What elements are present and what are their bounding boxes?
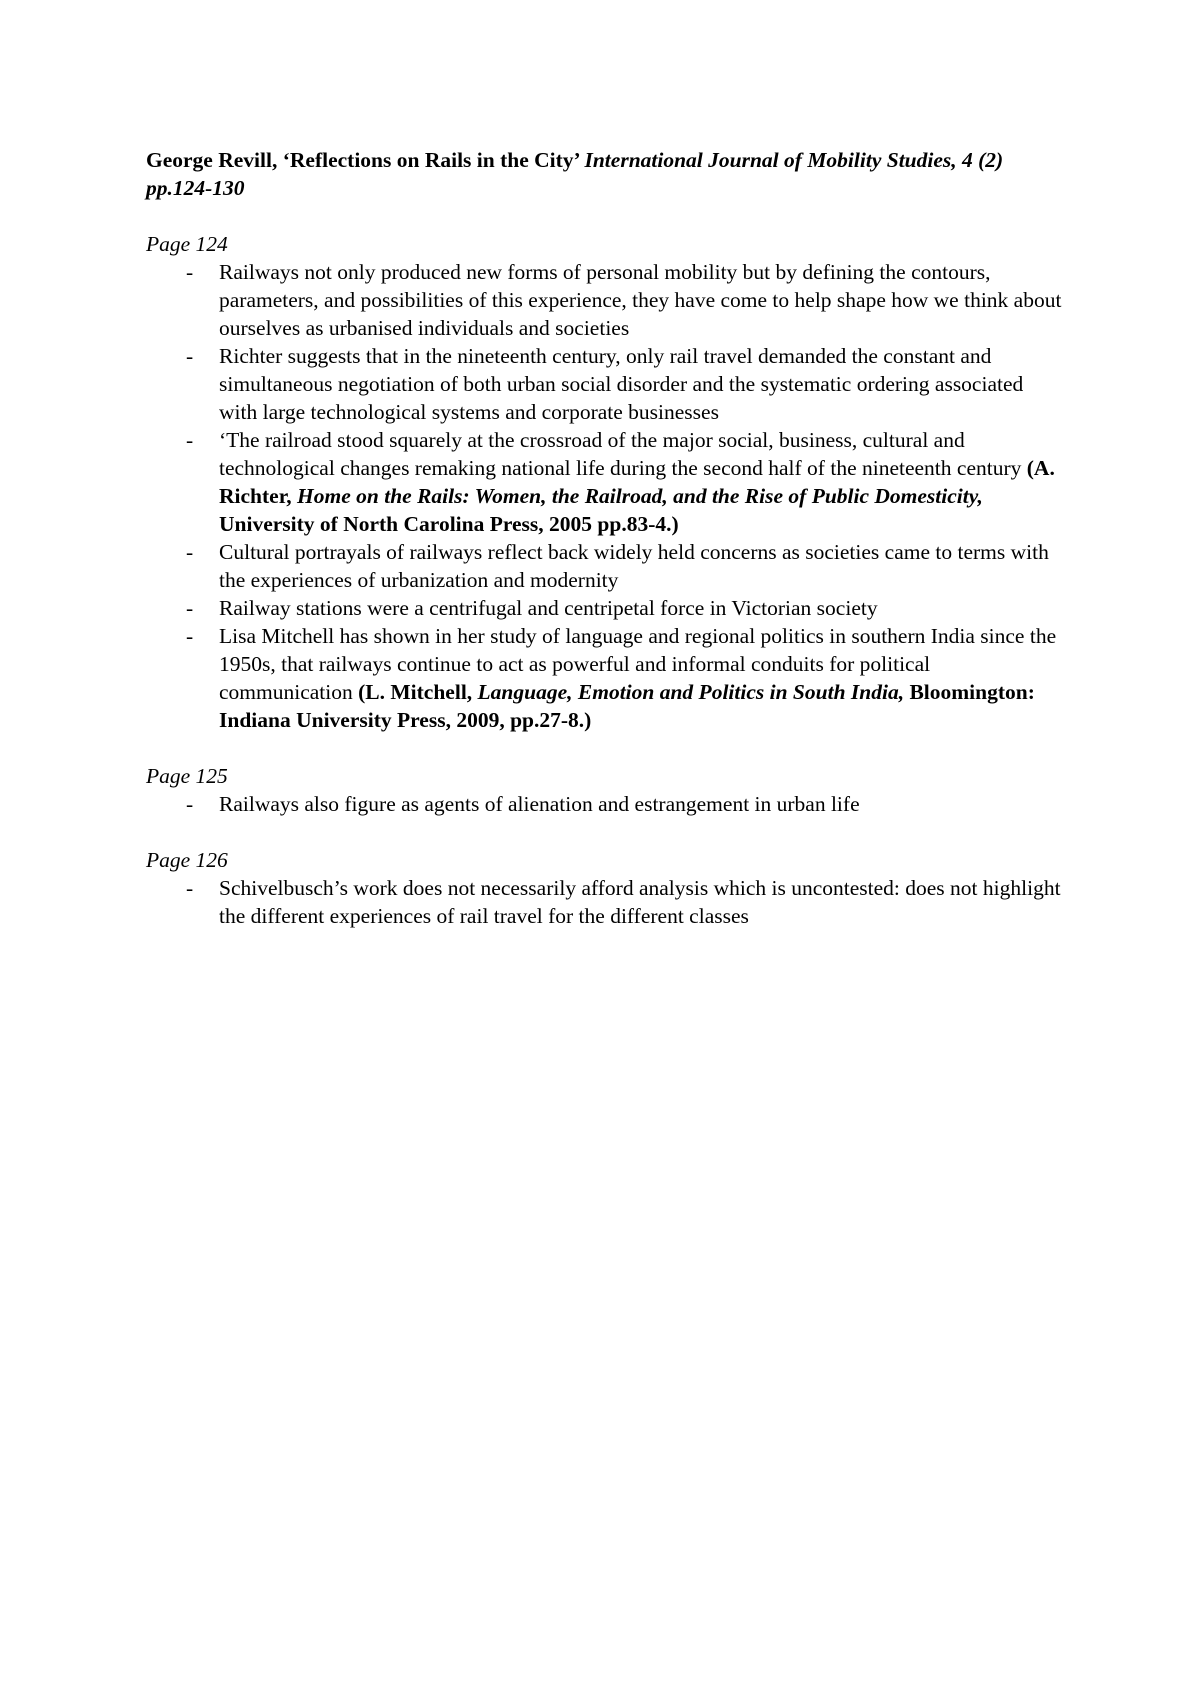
notes-list [146,790,1066,818]
page-label: Page 126 [146,848,228,872]
author-article-title: George Revill, ‘Reflections on Rails in the City’ [146,148,580,172]
note-text: Cultural portrayals of railways reflect back widely held concerns as societies came to terms with the experiences of urbanization and modernity [219,540,1049,592]
note-text: Schivelbusch’s work does not necessarily afford analysis which is uncontested: does not highlight the different experiences of rail travel for the different classes [219,876,1061,928]
citation-title: Home on the Rails: Women, the Railroad, and the Rise of Public Domesticity, [297,484,983,508]
citation-suffix: Bloomington: Indiana University Press, 2009, pp.27-8.) [219,680,1035,732]
document-page [146,146,1066,958]
page-label: Page 124 [146,232,228,256]
bullet-dash: - [186,624,194,648]
bullet-dash: - [186,428,194,452]
bullet-dash: - [186,596,194,620]
list-item [146,258,1066,342]
notes-section-page-126 [146,846,1066,930]
list-item [146,342,1066,426]
bullet-dash: - [186,876,194,900]
list-item [146,426,1066,538]
bullet-dash: - [186,540,194,564]
journal-reference: International Journal of Mobility Studies, 4 (2) pp.124-130 [146,148,1004,200]
note-text: Railways not only produced new forms of personal mobility but by defining the contours, parameters, and possibilities of this experience, they have come to help shape how we think about ourselves as urbanised individuals and societies [219,260,1062,340]
note-text: Railway stations were a centrifugal and centripetal force in Victorian society [219,596,878,620]
note-text: Richter suggests that in the nineteenth century, only rail travel demanded the constant and simultaneous negotiation of both urban social disorder and the systematic ordering associated with large technological systems and corporate businesses [219,344,1024,424]
citation-suffix: University of North Carolina Press, 2005 pp.83-4.) [219,512,679,536]
citation-prefix: (A. Richter, [219,456,1055,508]
bullet-dash: - [186,260,194,284]
page-label: Page 125 [146,764,228,788]
list-item [146,790,1066,818]
notes-list [146,874,1066,930]
note-text: Railways also figure as agents of alienation and estrangement in urban life [219,792,860,816]
document-title [146,146,1066,202]
bullet-dash: - [186,792,194,816]
notes-section-page-125 [146,762,1066,818]
citation-prefix: (L. Mitchell, [358,680,478,704]
bullet-dash: - [186,344,194,368]
list-item [146,874,1066,930]
list-item [146,622,1066,734]
notes-section-page-124 [146,230,1066,734]
list-item [146,594,1066,622]
notes-list [146,258,1066,734]
note-text: Lisa Mitchell has shown in her study of language and regional politics in southern India since the 1950s, that railways continue to act as powerful and informal conduits for political communication [219,624,1057,704]
list-item [146,538,1066,594]
note-text: ‘The railroad stood squarely at the crossroad of the major social, business, cultural and technological changes remaking national life during the second half of the nineteenth century [219,428,1027,480]
citation-title: Language, Emotion and Politics in South India, [477,680,905,704]
